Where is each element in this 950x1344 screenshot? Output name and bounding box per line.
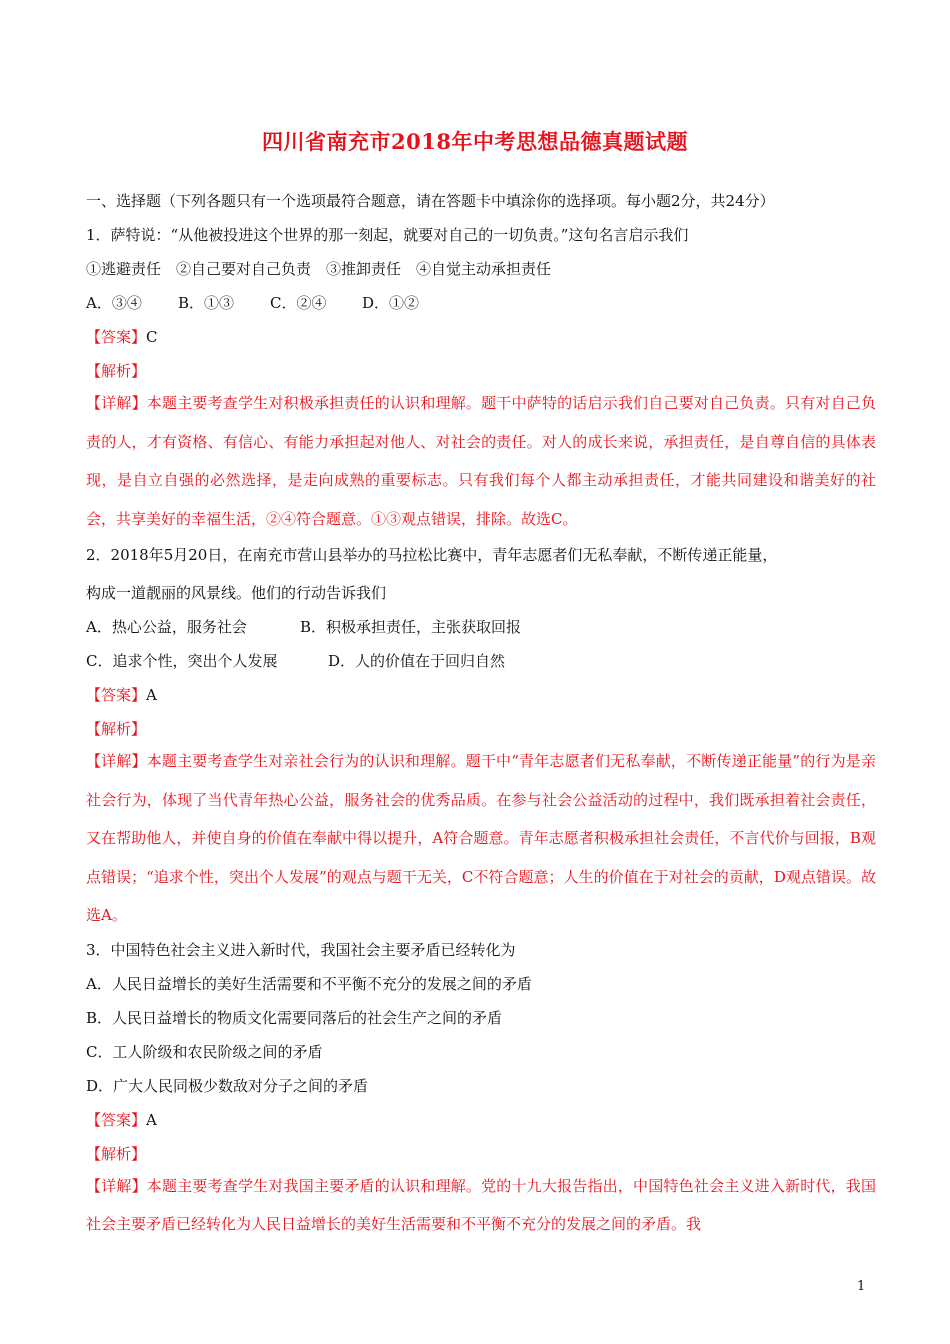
q1-option-d: D．①②: [362, 294, 420, 312]
q2-option-b: B．积极承担责任，主张获取回报: [300, 618, 522, 636]
q3-option-c: C．工人阶级和农民阶级之间的矛盾: [86, 1042, 323, 1061]
q1-detail: [86, 384, 876, 538]
q3-answer: [86, 1103, 876, 1137]
page-title: 四川省南充市2018年中考思想品德真题试题: [262, 129, 688, 154]
q2-options-row2: [86, 644, 876, 678]
q3-option-a: A．人民日益增长的美好生活需要和不平衡不充分的发展之间的矛盾: [86, 974, 532, 993]
q2-option-c: C．追求个性，突出个人发展: [86, 652, 278, 670]
answer-value: C: [146, 328, 158, 346]
q2-option-d: D．人的价值在于回归自然: [328, 652, 506, 670]
content: [86, 184, 876, 1244]
detail-label: 【详解】: [86, 394, 147, 412]
q1-options: [86, 286, 876, 320]
q2-detail: [86, 742, 876, 935]
q2-stem-line1: 2．2018年5月20日，在南充市营山县举办的马拉松比赛中，青年志愿者们无私奉献，不断传递正能量，: [86, 546, 778, 564]
detail-text: 本题主要考查学生对亲社会行为的认识和理解。题干中“青年志愿者们无私奉献，不断传递正能量”的行为是亲社会行为，体现了当代青年热心公益，服务社会的优秀品质。在参与社会公益活动的过程中，我们既承担着社会责任，又在帮助他人，并使自身的价值在奉献中得以提升，A符合题意。青年志愿者积极承担社会责任，不言代价与回报，B观点错误；“追求个性，突出个人发展”的观点与题干无关，C不符合题意；人生的价值在于对社会的贡献，D观点错误。故选A。: [86, 752, 876, 924]
q2-stem: [86, 536, 876, 612]
q3-analysis-label: 【解析】: [86, 1144, 147, 1163]
answer-value: A: [146, 686, 157, 704]
q3-option-d: D．广大人民同极少数敌对分子之间的矛盾: [86, 1076, 369, 1095]
q1-option-b: B．①③: [178, 294, 235, 312]
answer-label: 【答案】: [86, 328, 147, 346]
page-number: 1: [857, 1279, 866, 1294]
q2-analysis-label: 【解析】: [86, 720, 147, 738]
answer-label: 【答案】: [86, 686, 147, 704]
answer-label: 【答案】: [86, 1110, 147, 1129]
detail-label: 【详解】: [86, 752, 147, 770]
detail-label: 【详解】: [86, 1176, 147, 1195]
q3-option-b: B．人民日益增长的物质文化需要同落后的社会生产之间的矛盾: [86, 1008, 503, 1027]
q1-option-a: A．③④: [86, 294, 142, 312]
q2-stem-line2: 构成一道靓丽的风景线。他们的行动告诉我们: [86, 584, 387, 602]
q3-stem: 3．中国特色社会主义进入新时代，我国社会主要矛盾已经转化为: [86, 940, 516, 959]
q1-statements: ①逃避责任 ②自己要对自己负责 ③推卸责任 ④自觉主动承担责任: [86, 260, 552, 278]
q2-answer: [86, 678, 876, 712]
answer-value: A: [146, 1110, 157, 1129]
q3-detail: [86, 1167, 876, 1244]
q1-option-c: C．②④: [270, 294, 327, 312]
q2-options-row1: [86, 610, 876, 644]
q1-stem: 1．萨特说：“从他被投进这个世界的那一刻起，就要对自己的一切负责。”这句名言启示我们: [86, 226, 689, 244]
detail-text: 本题主要考查学生对积极承担责任的认识和理解。题干中萨特的话启示我们自己要对自己负责。只有对自己负责的人，才有资格、有信心、有能力承担起对他人、对社会的责任。对人的成长来说，承担责任，是自尊自信的具体表现，是自立自强的必然选择，是走向成熟的重要标志。只有我们每个人都主动承担责任，才能共同建设和谐美好的社会，共享美好的幸福生活，②④符合题意。①③观点错误，排除。故选C。: [86, 394, 876, 528]
detail-text: 本题主要考查学生对我国主要矛盾的认识和理解。党的十九大报告指出，中国特色社会主义进入新时代，我国社会主要矛盾已经转化为人民日益增长的美好生活需要和不平衡不充分的发展之间的矛盾。我: [86, 1176, 876, 1233]
section-header: 一、选择题（下列各题只有一个选项最符合题意，请在答题卡中填涂你的选择项。每小题2分，共24分）: [86, 192, 775, 210]
q1-analysis-label: 【解析】: [86, 362, 147, 380]
q1-answer: [86, 320, 876, 354]
q2-option-a: A．热心公益，服务社会: [86, 618, 247, 636]
